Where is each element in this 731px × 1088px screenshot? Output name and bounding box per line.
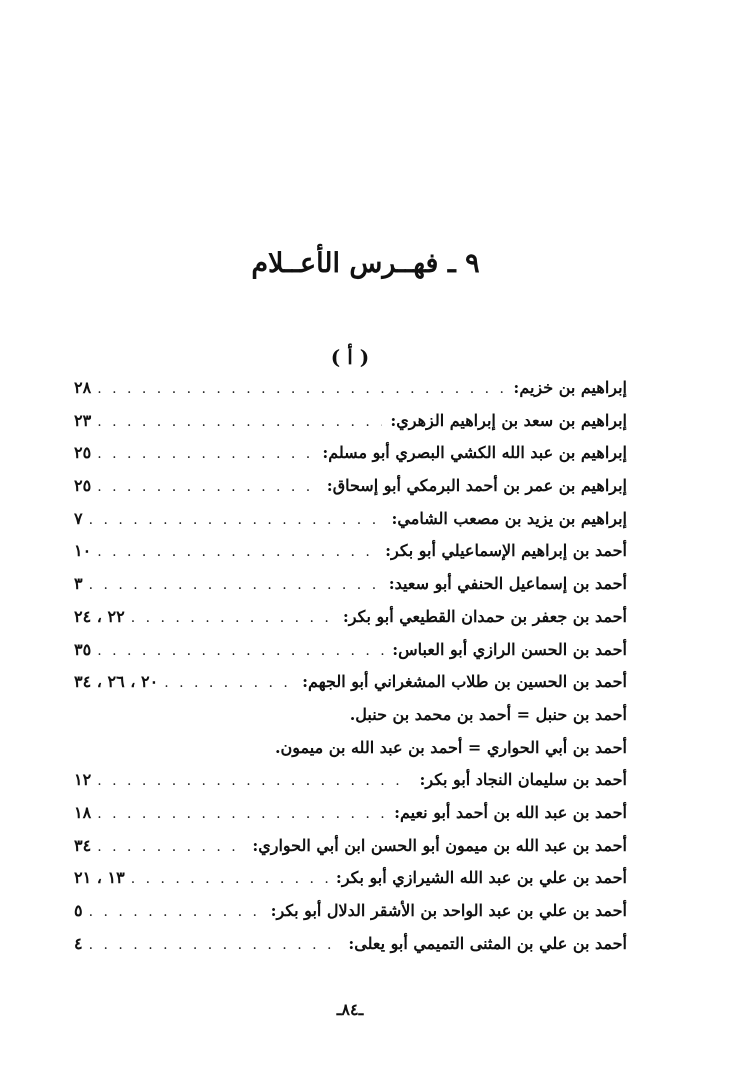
dot-leader xyxy=(97,406,382,439)
entry-name: أحمد بن عبد الله بن ميمون أبو الحسن ابن أبي الحواري: xyxy=(252,835,627,855)
entry-pages: ٢٨ xyxy=(74,378,92,397)
entry-pages: ١٨ xyxy=(74,802,92,822)
index-entry xyxy=(74,437,627,470)
index-entry xyxy=(74,601,627,634)
entry-pages: ٥ xyxy=(74,901,83,920)
dot-leader xyxy=(89,929,341,962)
dot-leader xyxy=(131,602,335,635)
entry-name: إبراهيم بن عبد الله الكشي البصري أبو مسلم: xyxy=(322,443,627,463)
index-cross-reference xyxy=(74,732,627,765)
page-number: ـ٨٤ـ xyxy=(336,1000,364,1019)
page-title: ٩ ـ فهــرس الأعــلام xyxy=(251,248,480,279)
entry-name: أحمد بن علي بن عبد الواحد بن الأشقر الدلال أبو بكر: xyxy=(270,901,627,920)
entry-name: أحمد بن سليمان النجاد أبو بكر: xyxy=(419,770,627,790)
index-entry xyxy=(74,862,627,895)
entry-name: أحمد بن عبد الله بن أحمد أبو نعيم: xyxy=(394,802,627,822)
index-entry xyxy=(74,568,627,601)
entry-pages: ٢٠ ، ٢٦ ، ٣٤ xyxy=(74,672,159,692)
index-entry xyxy=(74,764,627,797)
entry-pages: ٢٢ ، ٢٤ xyxy=(74,606,125,626)
index-entry xyxy=(74,372,627,405)
entry-pages: ٤ xyxy=(74,933,83,953)
entry-name: أحمد بن حنبل = أحمد بن محمد بن حنبل. xyxy=(349,704,627,724)
entry-name: أحمد بن إبراهيم الإسماعيلي أبو بكر: xyxy=(385,541,627,561)
entry-name: أحمد بن علي بن المثنى التميمي أبو يعلى: xyxy=(348,933,627,953)
entry-name: أحمد بن جعفر بن حمدان القطيعي أبو بكر: xyxy=(342,606,627,626)
index-entry xyxy=(74,405,627,438)
entry-name: أحمد بن علي بن عبد الله الشيرازي أبو بكر: xyxy=(335,868,627,888)
index-entry xyxy=(74,503,627,536)
entry-pages: ٢٣ xyxy=(74,410,92,430)
entry-pages: ٢٥ xyxy=(74,443,92,463)
entry-name: إبراهيم بن خزيم: xyxy=(513,378,627,397)
dot-leader xyxy=(97,536,377,569)
entry-name: أحمد بن أبي الحواري = أحمد بن عبد الله بن ميمون. xyxy=(274,737,627,757)
index-entry xyxy=(74,535,627,568)
index-entry xyxy=(74,797,627,830)
dot-leader xyxy=(89,569,381,602)
entry-pages: ٢٥ xyxy=(74,476,92,496)
index-entry xyxy=(74,634,627,667)
section-letter-heading: ( أ ) xyxy=(330,345,370,369)
index-entry xyxy=(74,928,627,961)
entry-pages: ١٠ xyxy=(74,541,92,561)
dot-leader xyxy=(131,863,328,896)
dot-leader xyxy=(97,438,314,471)
entry-pages: ٣ xyxy=(74,574,83,594)
dot-leader xyxy=(89,504,384,537)
index-entry xyxy=(74,895,627,928)
dot-leader xyxy=(97,373,505,406)
entry-pages: ٣٤ xyxy=(74,835,92,855)
dot-leader xyxy=(164,667,294,700)
entry-pages: ١٢ xyxy=(74,770,92,790)
index-cross-reference xyxy=(74,699,627,732)
dot-leader xyxy=(97,831,244,864)
dot-leader xyxy=(97,798,386,831)
dot-leader xyxy=(97,765,411,798)
entry-name: أحمد بن إسماعيل الحنفي أبو سعيد: xyxy=(388,574,627,594)
index-entry xyxy=(74,666,627,699)
entry-name: إبراهيم بن يزيد بن مصعب الشامي: xyxy=(391,508,627,528)
entry-pages: ١٣ ، ٢١ xyxy=(74,868,125,888)
entry-name: أحمد بن الحسين بن طلاب المشغراني أبو الجهم: xyxy=(302,672,627,692)
index-entry xyxy=(74,470,627,503)
entry-pages: ٣٥ xyxy=(74,639,92,659)
dot-leader xyxy=(89,896,263,929)
entry-name: إبراهيم بن عمر بن أحمد البرمكي أبو إسحاق: xyxy=(326,476,627,496)
entry-pages: ٧ xyxy=(74,508,83,528)
dot-leader xyxy=(97,635,384,668)
index-list xyxy=(74,372,627,960)
entry-name: إبراهيم بن سعد بن إبراهيم الزهري: xyxy=(390,410,627,430)
entry-name: أحمد بن الحسن الرازي أبو العباس: xyxy=(392,639,627,659)
index-entry xyxy=(74,830,627,863)
dot-leader xyxy=(97,471,319,504)
